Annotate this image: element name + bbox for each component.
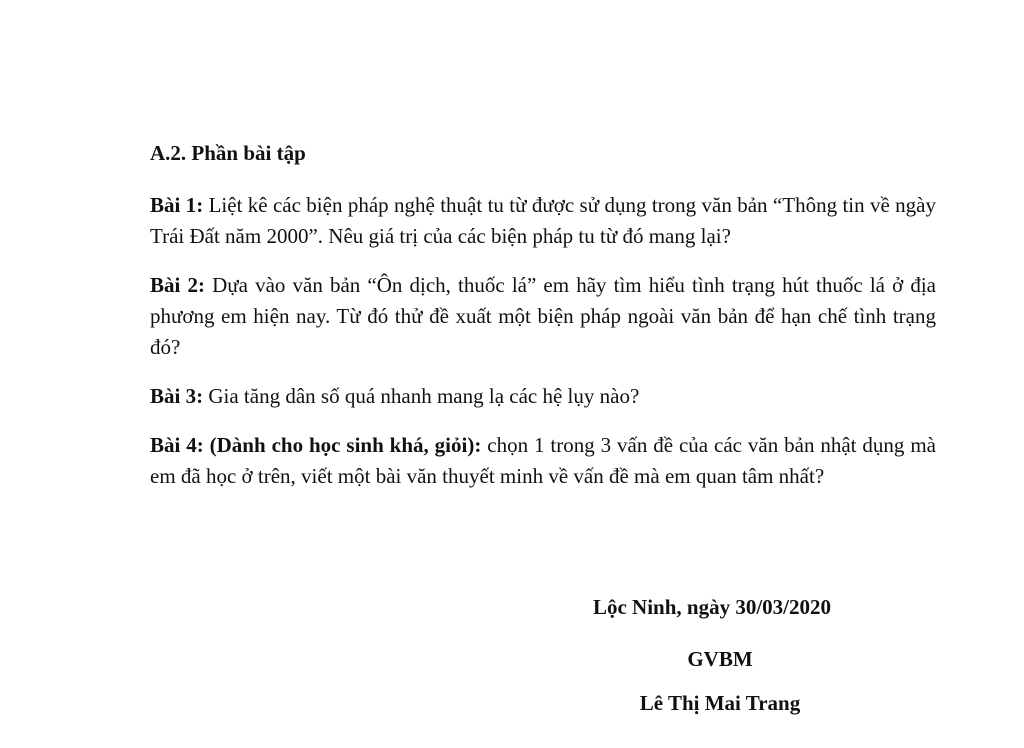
exercise-4-text: chọn 1 trong 3 vấn đề của các văn bản nhật dụng mà em đã học ở trên, viết một bài văn thuyết minh về vấn đề mà em quan tâm nhất? bbox=[150, 433, 936, 488]
exercise-2 bbox=[150, 270, 936, 363]
exercise-3-text: Gia tăng dân số quá nhanh mang lạ các hệ lụy nào? bbox=[203, 384, 640, 408]
document-body bbox=[150, 138, 936, 510]
signature-name: Lê Thị Mai Trang bbox=[639, 691, 801, 715]
exercise-2-text: Dựa vào văn bản “Ôn dịch, thuốc lá” em hãy tìm hiểu tình trạng hút thuốc lá ở địa phương em hiện nay. Từ đó thử đề xuất một biện pháp ngoài văn bản để hạn chế tình trạng đó? bbox=[150, 273, 936, 359]
section-title: A.2. Phần bài tập bbox=[150, 141, 306, 165]
signature-role: GVBM bbox=[687, 647, 753, 671]
exercise-1 bbox=[150, 190, 936, 252]
exercise-4-label: Bài 4: (Dành cho học sinh khá, giỏi): bbox=[150, 433, 482, 457]
signature-place-date: Lộc Ninh, ngày 30/03/2020 bbox=[592, 595, 832, 619]
exercise-2-label: Bài 2: bbox=[150, 273, 205, 297]
exercise-3-label: Bài 3: bbox=[150, 384, 204, 408]
exercise-1-text: Liệt kê các biện pháp nghệ thuật tu từ được sử dụng trong văn bản “Thông tin về ngày Trái Đất năm 2000”. Nêu giá trị của các biện pháp tu từ đó mang lại? bbox=[150, 193, 936, 248]
exercise-4 bbox=[150, 430, 936, 492]
exercise-1-label: Bài 1: bbox=[150, 193, 204, 217]
exercise-3 bbox=[150, 381, 936, 412]
